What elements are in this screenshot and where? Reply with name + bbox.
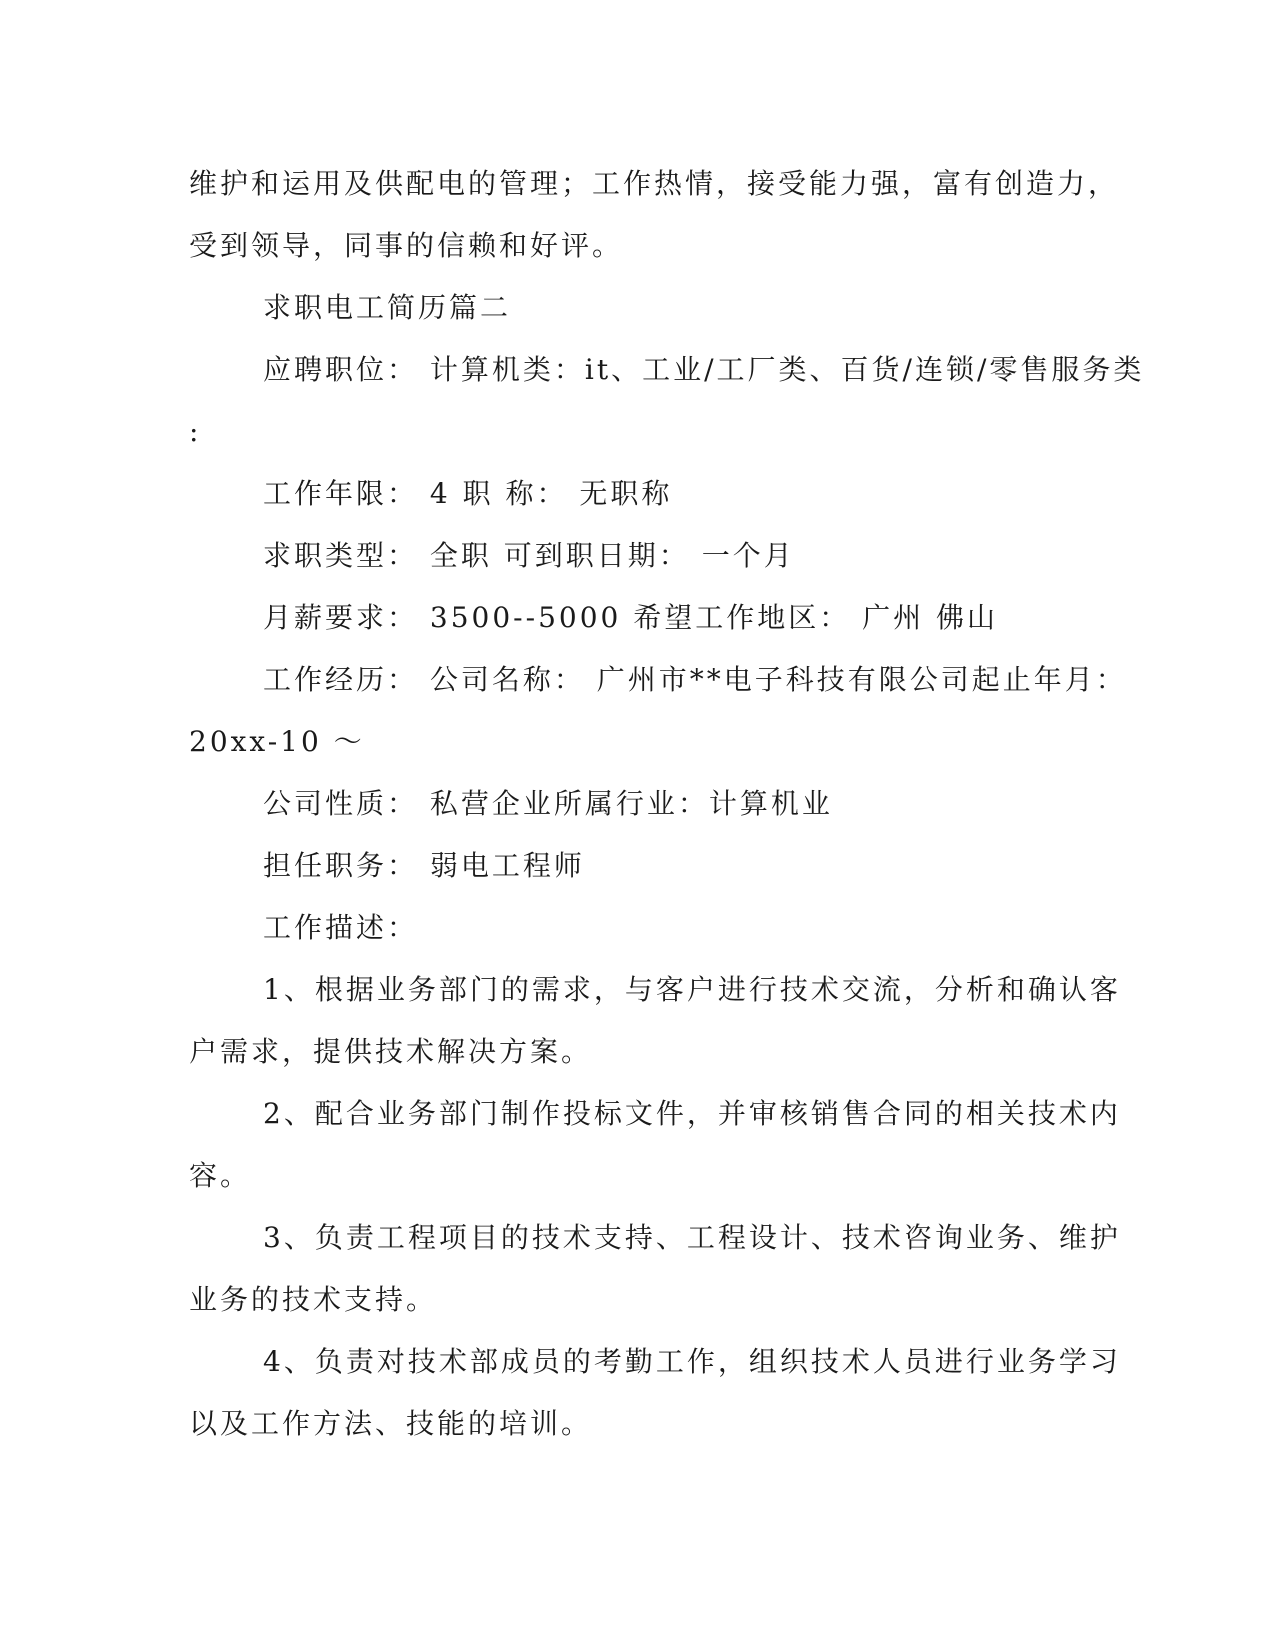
text-line: 容。 [189,1159,252,1192]
text-line: 20xx-10 ～ [189,725,365,758]
text-line: 维护和运用及供配电的管理；工作热情，接受能力强，富有创造力， [189,167,1120,200]
text-line: 工作描述： [263,911,419,944]
document-body [189,153,1145,1455]
text-line: 月薪要求： 3500--5000 希望工作地区： 广州 佛山 [263,601,999,634]
text-line: 3、负责工程项目的技术支持、工程设计、技术咨询业务、维护 [263,1221,1121,1254]
text-line: 以及工作方法、技能的培训。 [189,1407,593,1440]
text-line: 业务的技术支持。 [189,1283,438,1316]
text-line: 4、负责对技术部成员的考勤工作，组织技术人员进行业务学习 [263,1345,1121,1378]
section-heading: 求职电工简历篇二 [263,291,512,324]
text-line: 2、配合业务部门制作投标文件，并审核销售合同的相关技术内 [263,1097,1121,1130]
text-line: 受到领导，同事的信赖和好评。 [189,229,624,262]
text-line: 担任职务： 弱电工程师 [263,849,585,882]
text-line: 应聘职位： 计算机类：it、工业/工厂类、百货/连锁/零售服务类 [263,353,1145,386]
text-line: 工作年限： 4 职 称： 无职称 [263,477,673,510]
text-line: 求职类型： 全职 可到职日期： 一个月 [263,539,795,572]
text-line: 户需求，提供技术解决方案。 [189,1035,593,1068]
text-line: 1、根据业务部门的需求，与客户进行技术交流，分析和确认客 [263,973,1121,1006]
text-line: 公司性质： 私营企业所属行业：计算机业 [263,787,833,820]
text-line: 工作经历： 公司名称： 广州市**电子科技有限公司起止年月： [263,663,1127,696]
text-line: : [189,415,202,448]
